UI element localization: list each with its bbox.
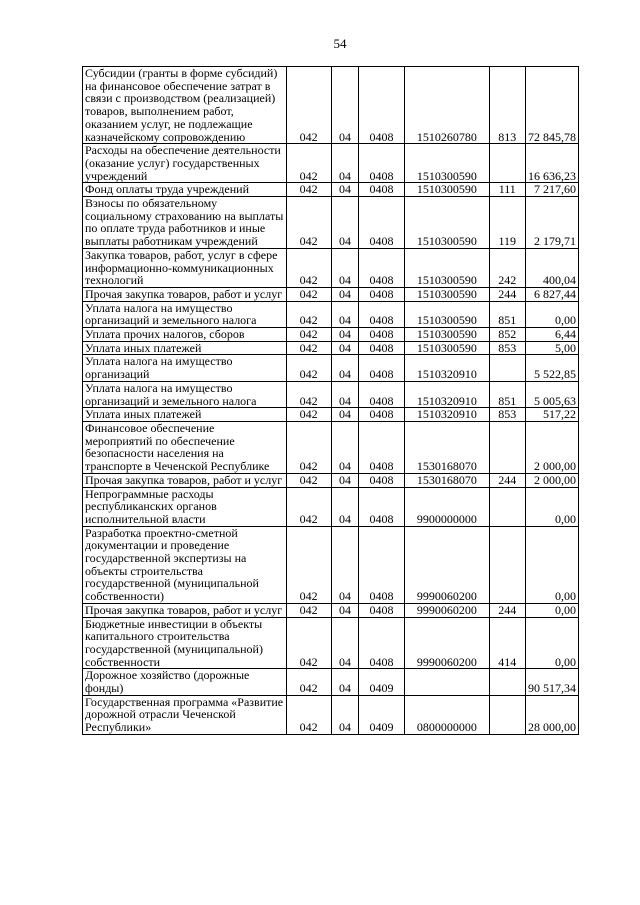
row-expense-type: 853 <box>489 408 525 422</box>
row-target-code: 1510300590 <box>404 301 489 327</box>
table-row <box>83 67 579 144</box>
row-target-code: 1510300590 <box>404 248 489 287</box>
row-expense-type <box>489 144 525 183</box>
row-subsection: 0409 <box>359 695 404 734</box>
row-subsection: 0408 <box>359 526 404 603</box>
row-subsection: 0409 <box>359 669 404 695</box>
row-grbs: 042 <box>286 603 331 617</box>
row-amount: 400,04 <box>525 248 578 287</box>
row-subsection: 0408 <box>359 301 404 327</box>
row-expense-type: 242 <box>489 248 525 287</box>
row-subsection: 0408 <box>359 381 404 407</box>
row-grbs: 042 <box>286 341 331 355</box>
table-row <box>83 144 579 183</box>
row-name: Бюджетные инвестиции в объекты капитального строительства государственной (муниципальной) собственности <box>83 617 287 669</box>
table-row <box>83 408 579 422</box>
row-amount: 5 522,85 <box>525 355 578 381</box>
row-target-code: 1510320910 <box>404 355 489 381</box>
row-section: 04 <box>331 473 359 487</box>
row-amount: 5 005,63 <box>525 381 578 407</box>
row-expense-type: 852 <box>489 328 525 342</box>
row-grbs: 042 <box>286 473 331 487</box>
row-section: 04 <box>331 248 359 287</box>
row-section: 04 <box>331 287 359 301</box>
row-section: 04 <box>331 408 359 422</box>
row-name: Непрограммные расходы республиканских органов исполнительной власти <box>83 487 287 526</box>
row-expense-type: 119 <box>489 197 525 249</box>
row-grbs: 042 <box>286 526 331 603</box>
table-row <box>83 197 579 249</box>
budget-table <box>82 66 579 735</box>
table-row <box>83 381 579 407</box>
table-row <box>83 669 579 695</box>
row-subsection: 0408 <box>359 355 404 381</box>
row-target-code: 9990060200 <box>404 617 489 669</box>
row-name: Уплата иных платежей <box>83 408 287 422</box>
row-name: Взносы по обязательному социальному страхованию на выплаты по оплате труда работников и иные выплаты работникам учреждений <box>83 197 287 249</box>
row-grbs: 042 <box>286 355 331 381</box>
row-section: 04 <box>331 603 359 617</box>
row-subsection: 0408 <box>359 287 404 301</box>
table-row <box>83 421 579 473</box>
row-name: Государственная программа «Развитие дорожной отрасли Чеченской Республики» <box>83 695 287 734</box>
row-grbs: 042 <box>286 381 331 407</box>
row-amount: 2 000,00 <box>525 421 578 473</box>
row-expense-type: 851 <box>489 301 525 327</box>
row-grbs: 042 <box>286 669 331 695</box>
row-name: Прочая закупка товаров, работ и услуг <box>83 603 287 617</box>
row-target-code: 9900000000 <box>404 487 489 526</box>
row-name: Уплата налога на имущество организаций и земельного налога <box>83 381 287 407</box>
row-amount: 5,00 <box>525 341 578 355</box>
row-section: 04 <box>331 183 359 197</box>
row-section: 04 <box>331 67 359 144</box>
row-amount: 0,00 <box>525 603 578 617</box>
row-section: 04 <box>331 421 359 473</box>
row-amount: 0,00 <box>525 526 578 603</box>
row-section: 04 <box>331 197 359 249</box>
row-target-code: 9990060200 <box>404 603 489 617</box>
row-subsection: 0408 <box>359 603 404 617</box>
row-name: Субсидии (гранты в форме субсидий) на финансовое обеспечение затрат в связи с производством (реализацией) товаров, выполнением работ, оказанием услуг, не подлежащие казначейскому сопровождению <box>83 67 287 144</box>
row-grbs: 042 <box>286 617 331 669</box>
row-expense-type <box>489 487 525 526</box>
row-section: 04 <box>331 487 359 526</box>
row-name: Уплата налога на имущество организаций и земельного налога <box>83 301 287 327</box>
row-target-code: 1510300590 <box>404 328 489 342</box>
row-section: 04 <box>331 301 359 327</box>
row-grbs: 042 <box>286 301 331 327</box>
row-grbs: 042 <box>286 287 331 301</box>
row-section: 04 <box>331 669 359 695</box>
table-row <box>83 183 579 197</box>
row-target-code: 0800000000 <box>404 695 489 734</box>
row-section: 04 <box>331 341 359 355</box>
row-subsection: 0408 <box>359 421 404 473</box>
row-target-code: 1510300590 <box>404 287 489 301</box>
row-name: Уплата налога на имущество организаций <box>83 355 287 381</box>
row-grbs: 042 <box>286 421 331 473</box>
row-grbs: 042 <box>286 183 331 197</box>
row-target-code: 1510300590 <box>404 197 489 249</box>
row-amount: 517,22 <box>525 408 578 422</box>
row-grbs: 042 <box>286 197 331 249</box>
row-expense-type <box>489 526 525 603</box>
row-expense-type: 851 <box>489 381 525 407</box>
row-amount: 16 636,23 <box>525 144 578 183</box>
row-expense-type <box>489 695 525 734</box>
row-grbs: 042 <box>286 487 331 526</box>
row-name: Прочая закупка товаров, работ и услуг <box>83 473 287 487</box>
table-row <box>83 603 579 617</box>
table-row <box>83 248 579 287</box>
row-target-code: 1510260780 <box>404 67 489 144</box>
row-amount: 72 845,78 <box>525 67 578 144</box>
table-row <box>83 301 579 327</box>
row-target-code: 1530168070 <box>404 473 489 487</box>
row-section: 04 <box>331 695 359 734</box>
row-section: 04 <box>331 381 359 407</box>
row-expense-type: 244 <box>489 603 525 617</box>
row-amount: 0,00 <box>525 617 578 669</box>
row-name: Разработка проектно-сметной документации и проведение государственной экспертизы на объекты строительства государственной (муниципальной собственности) <box>83 526 287 603</box>
row-target-code: 1510300590 <box>404 144 489 183</box>
row-section: 04 <box>331 526 359 603</box>
table-row <box>83 487 579 526</box>
row-subsection: 0408 <box>359 487 404 526</box>
row-name: Расходы на обеспечение деятельности (оказание услуг) государственных учреждений <box>83 144 287 183</box>
row-subsection: 0408 <box>359 473 404 487</box>
row-target-code: 1510320910 <box>404 381 489 407</box>
row-expense-type <box>489 421 525 473</box>
row-amount: 28 000,00 <box>525 695 578 734</box>
row-amount: 2 179,71 <box>525 197 578 249</box>
row-grbs: 042 <box>286 144 331 183</box>
row-name: Закупка товаров, работ, услуг в сфере информационно-коммуникационных технологий <box>83 248 287 287</box>
row-subsection: 0408 <box>359 328 404 342</box>
row-name: Уплата иных платежей <box>83 341 287 355</box>
row-expense-type: 111 <box>489 183 525 197</box>
table-row <box>83 695 579 734</box>
row-amount: 6,44 <box>525 328 578 342</box>
row-name: Дорожное хозяйство (дорожные фонды) <box>83 669 287 695</box>
row-expense-type: 414 <box>489 617 525 669</box>
row-subsection: 0408 <box>359 144 404 183</box>
row-target-code: 1510300590 <box>404 183 489 197</box>
row-target-code: 9990060200 <box>404 526 489 603</box>
row-subsection: 0408 <box>359 67 404 144</box>
row-section: 04 <box>331 144 359 183</box>
row-expense-type: 813 <box>489 67 525 144</box>
row-grbs: 042 <box>286 67 331 144</box>
table-row <box>83 617 579 669</box>
row-target-code: 1510300590 <box>404 341 489 355</box>
row-name: Прочая закупка товаров, работ и услуг <box>83 287 287 301</box>
table-row <box>83 287 579 301</box>
row-subsection: 0408 <box>359 408 404 422</box>
row-subsection: 0408 <box>359 617 404 669</box>
table-row <box>83 355 579 381</box>
row-section: 04 <box>331 328 359 342</box>
row-expense-type: 244 <box>489 287 525 301</box>
row-target-code <box>404 669 489 695</box>
table-row <box>83 328 579 342</box>
row-name: Фонд оплаты труда учреждений <box>83 183 287 197</box>
row-grbs: 042 <box>286 408 331 422</box>
row-subsection: 0408 <box>359 197 404 249</box>
row-grbs: 042 <box>286 248 331 287</box>
row-target-code: 1510320910 <box>404 408 489 422</box>
row-subsection: 0408 <box>359 341 404 355</box>
row-amount: 0,00 <box>525 487 578 526</box>
row-subsection: 0408 <box>359 183 404 197</box>
row-grbs: 042 <box>286 328 331 342</box>
row-section: 04 <box>331 355 359 381</box>
table-row <box>83 341 579 355</box>
row-expense-type: 244 <box>489 473 525 487</box>
row-section: 04 <box>331 617 359 669</box>
row-expense-type <box>489 355 525 381</box>
row-amount: 6 827,44 <box>525 287 578 301</box>
table-row <box>83 526 579 603</box>
row-target-code: 1530168070 <box>404 421 489 473</box>
page-number: 54 <box>333 36 347 51</box>
row-name: Уплата прочих налогов, сборов <box>83 328 287 342</box>
table-row <box>83 473 579 487</box>
row-name: Финансовое обеспечение мероприятий по обеспечение безопасности населения на транспорте в Чеченской Республике <box>83 421 287 473</box>
row-amount: 2 000,00 <box>525 473 578 487</box>
row-amount: 90 517,34 <box>525 669 578 695</box>
row-subsection: 0408 <box>359 248 404 287</box>
row-expense-type: 853 <box>489 341 525 355</box>
row-amount: 0,00 <box>525 301 578 327</box>
row-amount: 7 217,60 <box>525 183 578 197</box>
row-expense-type <box>489 669 525 695</box>
row-grbs: 042 <box>286 695 331 734</box>
